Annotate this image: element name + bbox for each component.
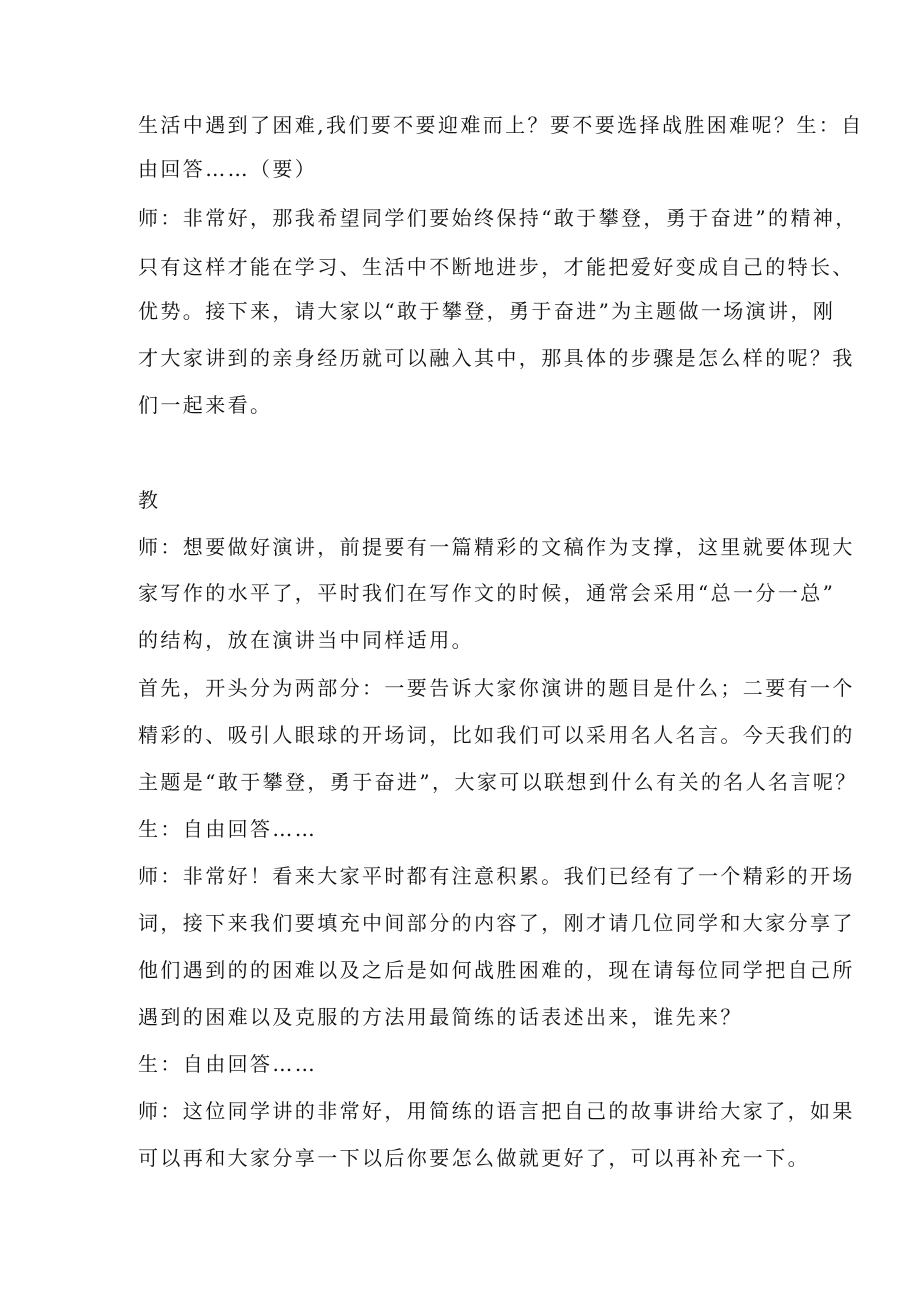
text-line: 首先，开头分为两部分：一要告诉大家你演讲的题目是什么；二要有一个: [138, 676, 855, 700]
text-line: 精彩的、吸引人眼球的开场词，比如我们可以采用名人名言。今天我们的: [138, 723, 855, 747]
text-line: 们一起来看。: [138, 393, 273, 417]
text-line: 词，接下来我们要填充中间部分的内容了，刚才请几位同学和大家分享了: [138, 911, 855, 935]
text-line: 师：非常好，那我希望同学们要始终保持“敢于攀登，勇于奋进”的精神，: [138, 206, 858, 230]
text-line: 家写作的水平了，平时我们在写作文的时候，通常会采用“总一分一总”: [138, 581, 836, 605]
text-line: 生活中遇到了困难,我们要不要迎难而上？要不要选择战胜困难呢？生：自: [138, 113, 864, 137]
text-line: 师：这位同学讲的非常好，用简练的语言把自己的故事讲给大家了，如果: [138, 1099, 855, 1123]
text-line: 遇到的困难以及克服的方法用最简练的话表述出来，谁先来？: [138, 1005, 743, 1029]
text-line: 只有这样才能在学习、生活中不断地进步，才能把爱好变成自己的特长、: [138, 255, 855, 279]
text-line: 教: [138, 488, 161, 512]
text-line: 师：想要做好演讲，前提要有一篇精彩的文稿作为支撑，这里就要体现大: [138, 535, 855, 559]
text-line: 他们遇到的的困难以及之后是如何战胜困难的，现在请每位同学把自己所: [138, 958, 855, 982]
text-line: 生：自由回答……: [138, 817, 318, 841]
text-line: 的结构，放在演讲当中同样适用。: [138, 628, 474, 652]
text-line: 可以再和大家分享一下以后你要怎么做就更好了，可以再补充一下。: [138, 1146, 810, 1170]
text-line: 生：自由回答……: [138, 1052, 318, 1076]
text-line: 由回答……（要）: [138, 157, 318, 181]
text-line: 师：非常好！看来大家平时都有注意积累。我们已经有了一个精彩的开场: [138, 864, 855, 888]
text-line: 优势。接下来，请大家以“敢于攀登，勇于奋进”为主题做一场演讲，刚: [138, 299, 836, 323]
text-line: 主题是“敢于攀登，勇于奋进”，大家可以联想到什么有关的名人名言呢？: [138, 770, 858, 794]
text-line: 才大家讲到的亲身经历就可以融入其中，那具体的步骤是怎么样的呢？我: [138, 346, 855, 370]
